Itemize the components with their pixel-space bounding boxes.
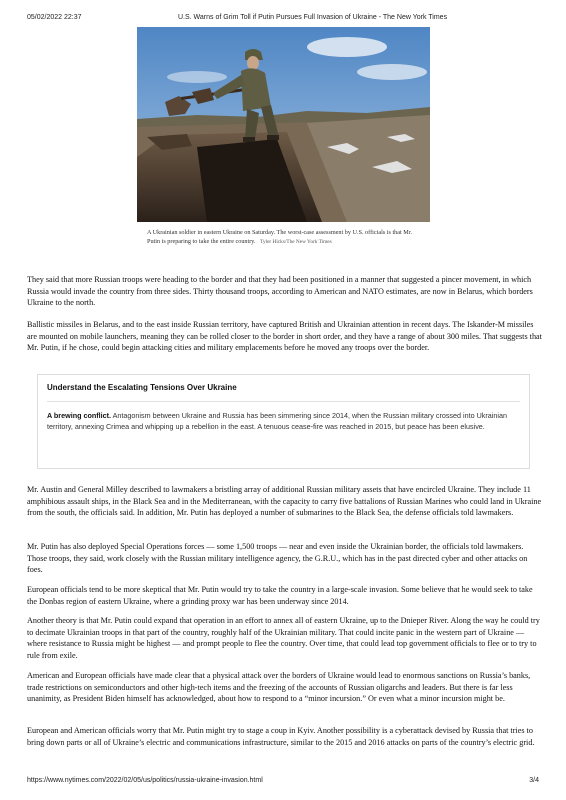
caption-text: A Ukrainian soldier in eastern Ukraine on Saturday. The worst-case assessment by U.S. officials is that Mr. Putin is preparing to take the entire country. <box>147 229 413 245</box>
article-paragraph: European officials tend to be more skeptical that Mr. Putin would try to take the country in a large-scale invasion. Some believe that he would seek to take the Donbas region of eastern Ukraine, where a grinding proxy war has been underway since 2014. <box>27 585 533 606</box>
article-paragraph: They said that more Russian troops were heading to the border and that they had been positioned in a manner that suggested a pincer movement, in which Russia would invade the country from three sides. Thirty thousand troops, according to American and NATO estimates, are now in Belarus, which borders Ukraine to the north. <box>27 275 533 308</box>
article-paragraph: Ballistic missiles in Belarus, and to the east inside Russian territory, have captured British and Ukrainian attention in recent days. The Iskander-M missiles are mounted on mobile launchers, meaning they can be rolled closer to the border in short order, and they have a range of about 300 miles. That suggests that Mr. Putin, if he chose, could begin attacking cities and military emplacements before he moved any troops over the border. <box>27 320 542 353</box>
article-paragraph: European and American officials worry that Mr. Putin might try to stage a coup in Kyiv. Another possibility is a cyberattack devised by Russia that tries to bring down parts or all of Ukraine’s electric and communications infrastructure, similar to the 2015 and 2016 attacks on parts of the country’s electric grid. <box>27 726 535 747</box>
photo-caption <box>147 228 423 247</box>
soldier-trench-image <box>137 27 430 222</box>
article-paragraph: American and European officials have made clear that a physical attack over the borders of Ukraine would lead to enormous sanctions on Russia’s banks, trade restrictions on semiconductors and other high-tech items and the freezing of the accounts of Russian oligarchs and leaders. But there is far less unanimity, as President Biden himself has acknowledged, about how to respond to a “minor incursion.” Or even what a minor incursion might be. <box>27 671 531 704</box>
page-number: 3/4 <box>529 777 539 784</box>
article-paragraph: Another theory is that Mr. Putin could expand that operation in an effort to annex all of eastern Ukraine, up to the Dnieper River. Along the way he could try to decimate Ukrainian troops in that part of the country, roughly half of the Ukrainian military. That could incite panic in the western part of Ukraine — where resistance to Russia might be highest — and prompt people to flee the country. Over time, that could lead top government officials to flee or to try to rule from exile. <box>27 616 540 660</box>
page-url: https://www.nytimes.com/2022/02/05/us/politics/russia-ukraine-invasion.html <box>27 777 263 784</box>
print-footer <box>0 777 566 789</box>
callout-body <box>47 410 519 432</box>
article-photo <box>137 27 430 222</box>
photo-credit: Tyler Hicks/The New York Times <box>260 239 332 245</box>
article-paragraph: Mr. Putin has also deployed Special Operations forces — some 1,500 troops — near and even inside the Ukrainian border, the officials told lawmakers. Those troops, they said, work closely with the Russian military intelligence agency, the G.R.U., which has in the past directed cyber and other attacks on foes. <box>27 542 528 575</box>
callout-heading: Understand the Escalating Tensions Over Ukraine <box>47 383 237 392</box>
article-paragraph: Mr. Austin and General Milley described to lawmakers a bristling array of additional Russian military assets that have encircled Ukraine. They include 11 amphibious assault ships, in the Black Sea and in the Mediterranean, with the capacity to carry five battalions of Russian Marines who could land in Ukraine from the south, the officials said. In addition, Mr. Putin has deployed a number of submarines to the Black Sea, the defense officials told lawmakers. <box>27 485 542 518</box>
callout-lead: A brewing conflict. <box>47 411 112 420</box>
callout-divider <box>47 401 520 402</box>
callout-box <box>37 374 530 469</box>
print-header <box>0 14 566 26</box>
print-title: U.S. Warns of Grim Toll if Putin Pursues Full Invasion of Ukraine - The New York Times <box>178 14 448 21</box>
callout-text: Antagonism between Ukraine and Russia has been simmering since 2014, when the Russian military crossed into Ukrainian territory, annexing Crimea and whipping up a rebellion in the east. A tenuous cease-fire was reached in 2015, but peace has been elusive. <box>47 411 507 432</box>
print-date: 05/02/2022 22:37 <box>27 14 82 21</box>
